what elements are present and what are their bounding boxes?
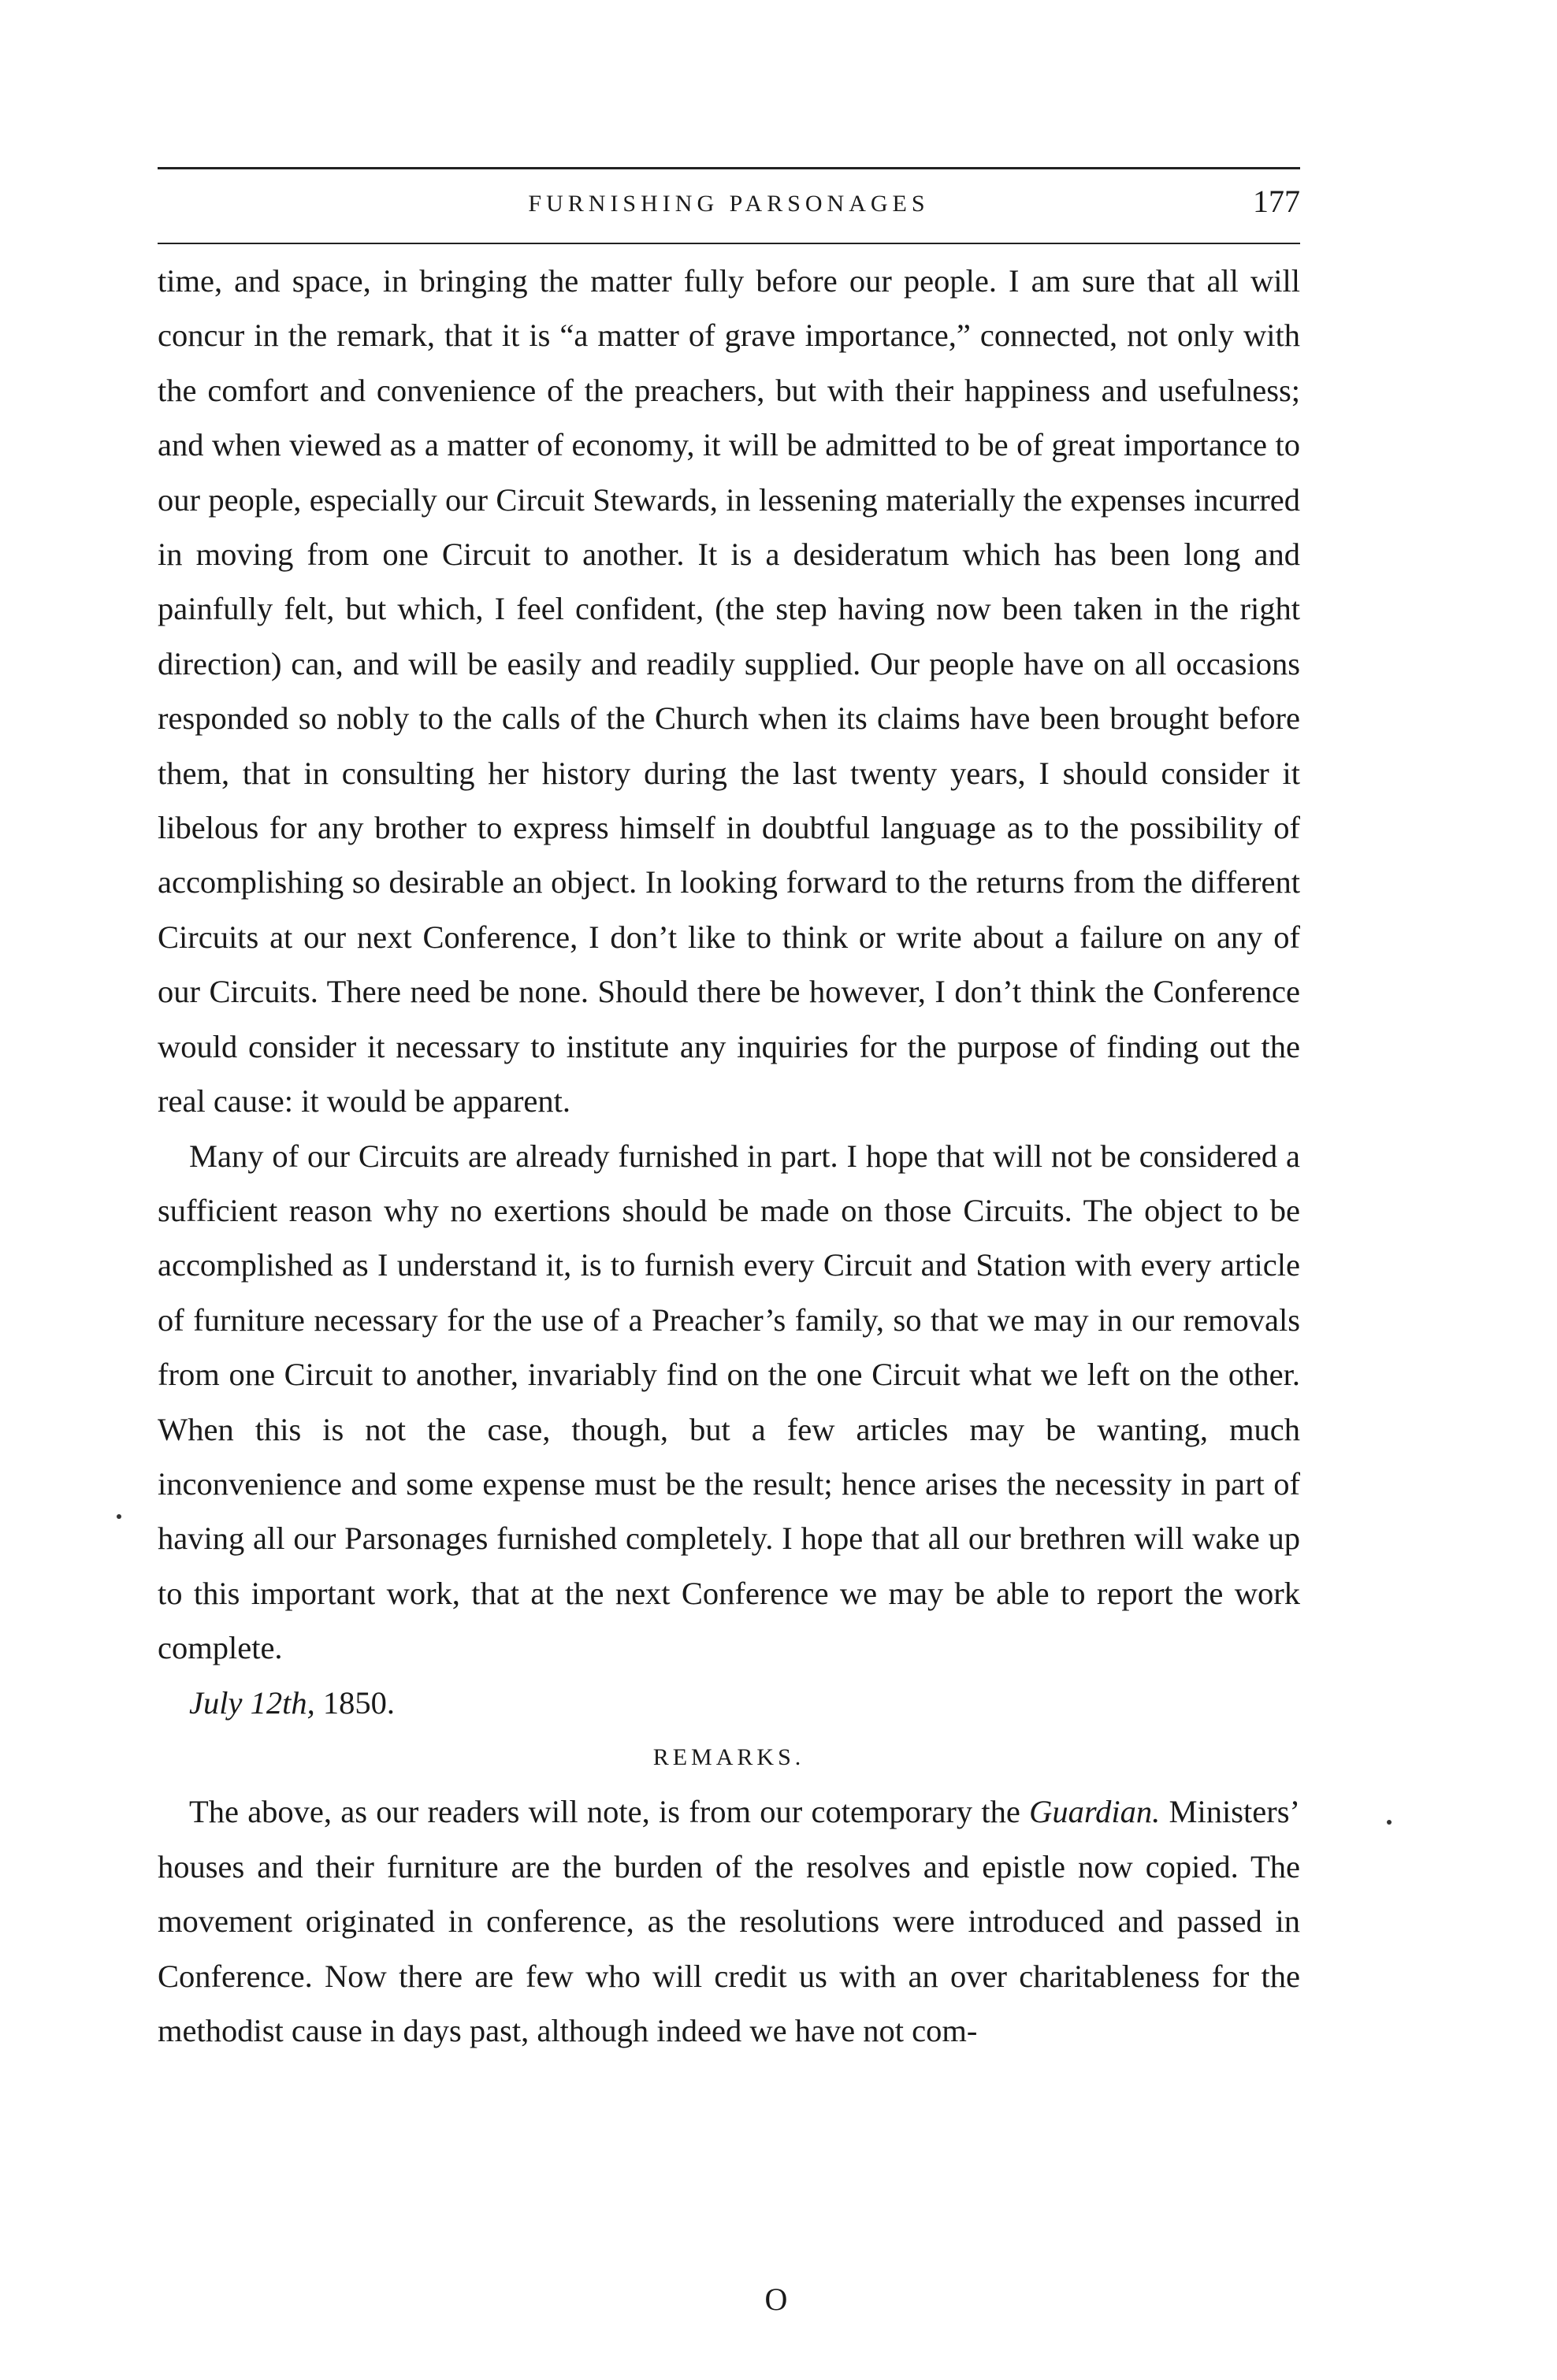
remarks-text-start: The above, as our readers will note, is from our cotemporary the	[189, 1794, 1030, 1830]
header-rule-bottom	[158, 243, 1300, 244]
guardian-title: Guardian.	[1029, 1794, 1161, 1830]
dateline-month: July 12th,	[189, 1684, 315, 1721]
dateline-year: 1850.	[314, 1684, 395, 1721]
paragraph-remarks	[158, 1784, 1300, 2058]
paragraph-continued: time, and space, in bringing the matter fully before our people. I am sure that all will concur in the remark, that it is “a matter of grave importance,” connected, not only with the comfort and convenience of the preachers, but with their happiness and usefulness; and when viewed as a matter of economy, it will be admitted to be of great importance to our people, especially our Circuit Stewards, in lessening materially the expenses incurred in moving from one Circuit to another. It is a desideratum which has been long and painfully felt, but which, I feel confident, (the step having now been taken in the right direction) can, and will be easily and readily supplied. Our people have on all occasions responded so nobly to the calls of the Church when its claims have been brought before them, that in consulting her history during the last twenty years, I should consider it libelous for any brother to express himself in doubtful language as to the possibility of accomplishing so desirable an object. In looking forward to the returns from the different Circuits at our next Conference, I don’t like to think or write about a failure on any of our Circuits. There need be none. Should there be however, I don’t think the Conference would consider it necessary to institute any inquiries for the purpose of finding out the real cause: it would be apparent.	[158, 263, 1300, 1119]
margin-speck	[1387, 1820, 1392, 1825]
dateline	[158, 1676, 1300, 1730]
running-head	[158, 180, 1300, 227]
remarks-heading: REMARKS.	[652, 1743, 805, 1770]
signature-mark: O	[764, 2282, 788, 2317]
page-number: 177	[1253, 184, 1300, 219]
header-rule-top	[158, 167, 1300, 169]
body-text	[158, 254, 1300, 2058]
remarks-text-rest: Ministers’ houses and their furniture are the burden of the resolves and epistle now copied. The movement originated in conference, as the resolutions were introduced and passed in Conference. Now there are few who will credit us with an over charitableness for the methodist cause in days past, although indeed we have not com-	[158, 1794, 1300, 2048]
paragraph-circuits: Many of our Circuits are already furnished in part. I hope that will not be considered a sufficient reason why no exertions should be made on those Circuits. The object to be accomplished as I understand it, is to furnish every Circuit and Station with every article of furniture necessary for the use of a Preacher’s family, so that we may in our removals from one Circuit to another, invariably find on the one Circuit what we left on the other. When this is not the case, though, but a few articles may be wanting, much inconvenience and some expense must be the result; hence arises the necessity in part of having all our Parsonages furnished completely. I hope that all our brethren will wake up to this important work, that at the next Conference we may be able to report the work complete.	[158, 1138, 1300, 1666]
running-title: FURNISHING PARSONAGES	[528, 191, 930, 217]
margin-speck	[117, 1514, 121, 1519]
